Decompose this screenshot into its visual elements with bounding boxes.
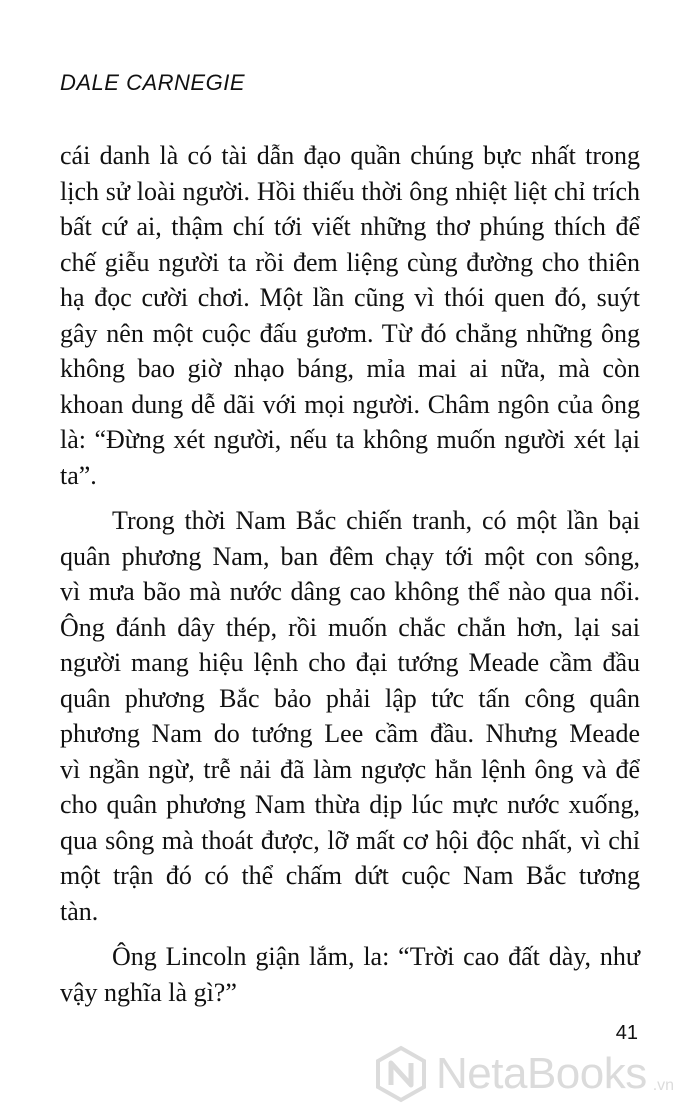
text-line: một trận đó có thể chấm dứt cuộc Nam Bắc tương	[60, 861, 640, 890]
text-line: Ông đánh dây thép, rồi muốn chắc chắn hơn, lại sai	[60, 612, 640, 642]
text-line: phương Nam do tướng Lee cầm đầu. Nhưng Meade	[60, 719, 640, 748]
text-line: Ông Lincoln giận lắm, la: “Trời cao đất dày, như	[112, 942, 640, 971]
text-line: khoan dung dễ dãi với mọi người. Châm ngôn của ông	[60, 389, 640, 419]
text-line: người mang hiệu lệnh cho đại tướng Meade cầm đầu	[60, 648, 640, 677]
text-line: cái danh là có tài dẫn đạo quần chúng bực nhất trong	[60, 141, 640, 170]
text-line: vì ngần ngừ, trễ nải đã làm ngược hẳn lệnh ông và để	[60, 754, 640, 784]
text-line: tàn.	[60, 896, 99, 926]
text-line: gây nên một cuộc đấu gươm. Từ đó chẳng những ông	[60, 318, 640, 348]
text-line: không bao giờ nhạo báng, mỉa mai ai nữa, mà còn	[60, 354, 640, 383]
text-line: quân phương Nam, ban đêm chạy tới một con sông,	[60, 541, 640, 571]
watermark	[372, 1045, 674, 1103]
paragraph-2	[60, 503, 640, 929]
page-number: 41	[615, 1022, 638, 1044]
body-text	[60, 138, 640, 1010]
text-line: vì mưa bão mà nước dâng cao không thể nào qua nổi.	[60, 577, 640, 606]
text-line: quân phương Bắc bảo phải lập tức tấn công quân	[60, 683, 640, 713]
watermark-brand: NetaBooks	[436, 1049, 647, 1098]
text-line: chế giễu người ta rồi đem liệng cùng đường cho thiên	[60, 247, 640, 277]
text-line: lịch sử loài người. Hồi thiếu thời ông nhiệt liệt chỉ trích	[60, 176, 640, 206]
text-line: cho quân phương Nam thừa dịp lúc mực nước xuống,	[60, 790, 640, 819]
text-line: là: “Đừng xét người, nếu ta không muốn người xét lại	[60, 425, 640, 454]
paragraph-3	[60, 939, 640, 1010]
watermark-suffix: .vn	[652, 1077, 675, 1094]
text-line: qua sông mà thoát được, lỡ mất cơ hội độc nhất, vì chỉ	[60, 825, 640, 855]
text-line: hạ đọc cười chơi. Một lần cũng vì thói quen đó, suýt	[60, 283, 640, 312]
text-line: ta”.	[60, 460, 97, 490]
text-line: vậy nghĩa là gì?”	[60, 977, 237, 1007]
running-header: DALE CARNEGIE	[60, 70, 245, 95]
text-line: bất cứ ai, thậm chí tới viết những thơ phúng thích để	[60, 212, 640, 241]
paragraph-1	[60, 138, 640, 493]
text-line: Trong thời Nam Bắc chiến tranh, có một lần bại	[112, 506, 640, 535]
netabooks-logo-icon	[372, 1045, 430, 1103]
